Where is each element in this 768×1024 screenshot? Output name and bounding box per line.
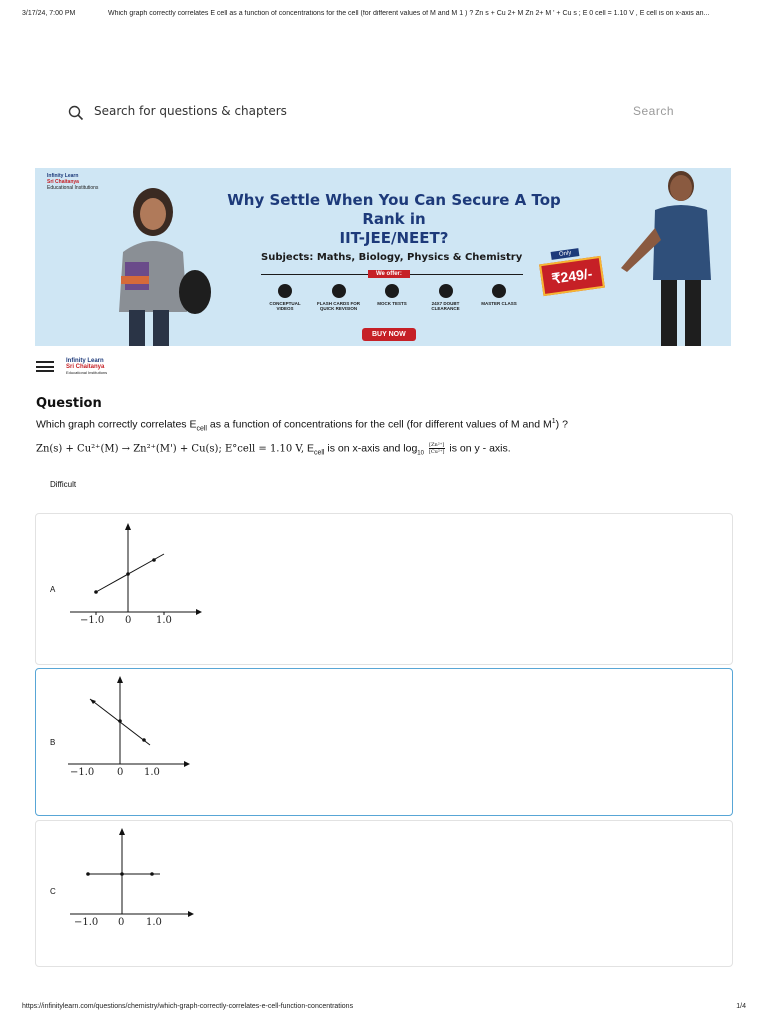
hamburger-menu-icon[interactable] — [36, 361, 54, 372]
search-input[interactable] — [94, 104, 574, 118]
question-equation: Zn(s) + Cu²⁺(M) → Zn²⁺(M') + Cu(s); E°cell = 1.10 V, $E_{cell}$ is on x-axis and $\log_{10}$ $\frac{\text{[Zn²⁺]}}{\text{[Cu²⁺]}}$ is on y - axis. — [36, 442, 511, 457]
banner-headline: Why Settle When You Can Secure A Top Rank in IIT-JEE/NEET? — [227, 191, 561, 247]
print-title: Which graph correctly correlates E cell as a function of concentrations for the cell (for different values of M and M 1 ) ? Zn s + Cu 2+ M Zn 2+ M ' + Cu s ; E 0 cell = 1.10 V , E cell is on x-axis an... — [108, 10, 710, 17]
only-badge: Only — [551, 248, 580, 260]
feature-item: MASTER CLASS — [475, 284, 523, 311]
banner-subjects: Subjects: Maths, Biology, Physics & Chemistry — [261, 252, 523, 263]
page-number: 1/4 — [736, 1003, 746, 1010]
question-text: Which graph correctly correlates $E_{cell}$ as a function of concentrations for the cell (for different values of M and $M^1$) ? — [36, 418, 568, 433]
option-c-graph — [64, 825, 234, 925]
buy-now-button[interactable]: BUY NOW — [362, 328, 416, 341]
search-icon — [68, 105, 84, 121]
option-b-card[interactable] — [35, 668, 733, 816]
option-c-card[interactable] — [35, 820, 733, 967]
option-label: C — [50, 887, 56, 896]
flash-card-icon — [332, 284, 346, 298]
test-icon — [385, 284, 399, 298]
student-girl-illustration — [95, 182, 215, 346]
option-b-tick-labels: −1.0 0 1.0 — [70, 767, 160, 778]
student-boy-illustration — [615, 168, 725, 346]
video-icon — [278, 284, 292, 298]
feature-item: FLASH CARDS FOR QUICK REVISION — [315, 284, 363, 311]
promo-banner[interactable] — [35, 168, 731, 346]
search-bar — [62, 100, 692, 126]
price-tag: ₹249/- — [539, 256, 605, 296]
option-a-card[interactable] — [35, 513, 733, 665]
class-icon — [492, 284, 506, 298]
option-b-graph — [62, 673, 232, 773]
feature-item: 24X7 DOUBT CLEARANCE — [422, 284, 470, 311]
site-logo[interactable]: Infinity Learn Sri Chaitanya Educational Institutions — [66, 358, 108, 375]
option-label: B — [50, 738, 56, 747]
clock-icon — [439, 284, 453, 298]
we-offer-badge: We offer: — [368, 270, 410, 278]
option-c-tick-labels: −1.0 0 1.0 — [74, 917, 162, 928]
site-nav — [36, 358, 236, 374]
banner-logo: Infinity Learn Sri Chaitanya Educational Institutions — [47, 173, 99, 191]
option-label: A — [50, 585, 56, 594]
feature-item: CONCEPTUAL VIDEOS — [261, 284, 309, 311]
feature-item: MOCK TESTS — [368, 284, 416, 311]
print-date: 3/17/24, 7:00 PM — [22, 10, 76, 17]
search-button[interactable]: Search — [632, 104, 674, 118]
option-a-tick-labels: −1.0 0 1.0 — [80, 615, 172, 626]
difficulty-label: Difficult — [50, 480, 77, 489]
banner-features — [261, 284, 523, 311]
print-url: https://infinitylearn.com/questions/chemistry/which-graph-correctly-correlates-e-cell-function-concentrations — [22, 1003, 354, 1010]
question-heading: Question — [36, 396, 102, 411]
